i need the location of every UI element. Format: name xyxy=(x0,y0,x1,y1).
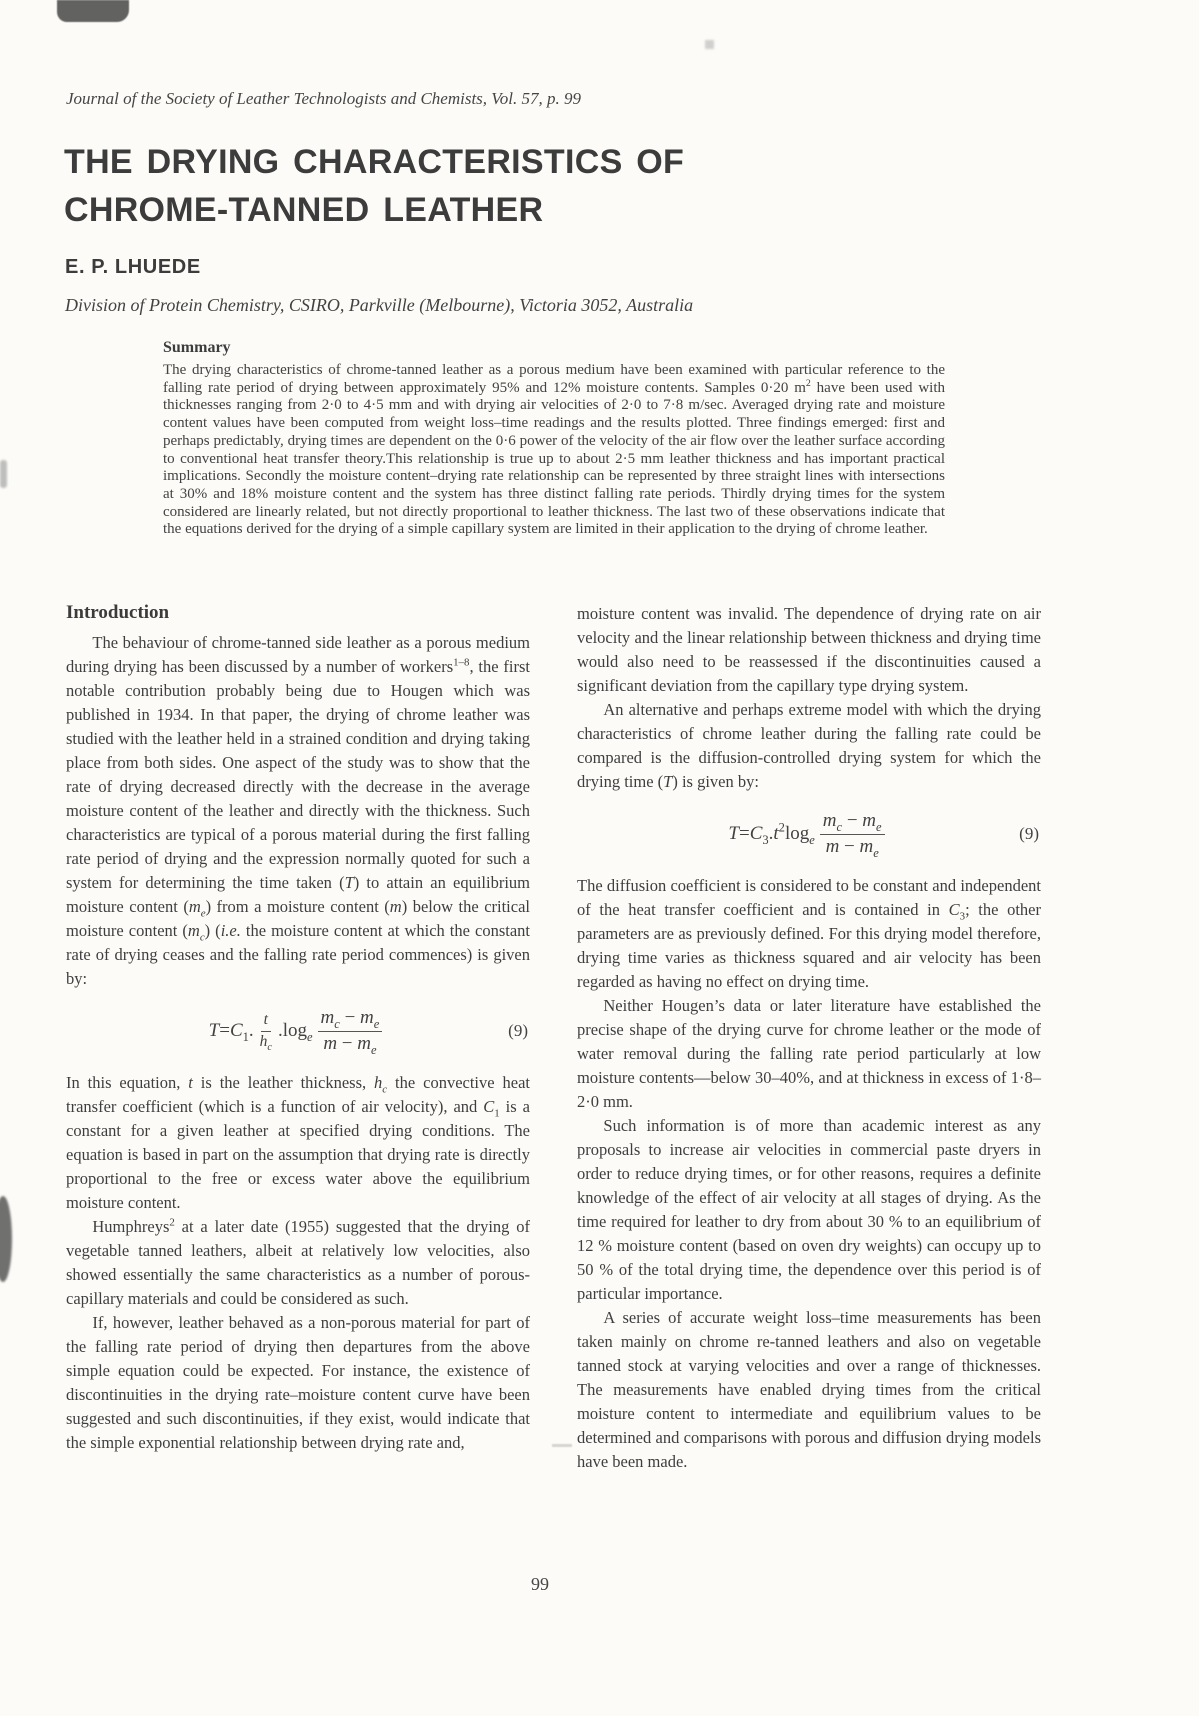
paragraph: Such information is of more than academic interest as any proposals to increase air velocities in commercial paste dryers in order to reduce drying times, or for other reasons, requires a definite knowledge of the effect of air velocity at all stages of drying. As the time required for leather to dry from about 30 % to an equilibrium of 12 % moisture content (based on oven dry weights) can occupy up to 50 % of the total drying time, the dependence over this period is of particular importance. xyxy=(577,1116,1041,1303)
scan-artifact xyxy=(0,460,7,488)
equation-1-log-term: $.\log_e$ xyxy=(277,1020,313,1044)
paper-title-line2: CHROME-TANNED LEATHER xyxy=(64,191,544,229)
paper-title-line1: THE DRYING CHARACTERISTICS OF xyxy=(64,143,685,181)
fraction-denominator: $m - m_e$ xyxy=(825,835,879,860)
equation-1-fraction-t-over-hc xyxy=(257,1011,275,1051)
fraction-numerator: t xyxy=(261,1011,271,1031)
scan-artifact xyxy=(0,1196,12,1282)
left-column xyxy=(66,602,530,1474)
author-name: E. P. LHUEDE xyxy=(65,256,201,278)
section-heading-introduction: Introduction xyxy=(66,602,170,623)
summary-block xyxy=(163,339,945,539)
page-number: 99 xyxy=(531,1574,549,1594)
fraction-numerator: $m_c - m_e$ xyxy=(820,810,885,834)
equation-2-moisture-fraction xyxy=(820,810,885,858)
paragraph: Neither Hougen’s data or later literature have established the precise shape of the drying curve for chrome leather or the mode of water removal during the falling rate period particularly at low moisture contents—below 30–40%, and at thickness in excess of 1·8–2·0 mm. xyxy=(577,996,1041,1111)
paragraph: If, however, leather behaved as a non-porous material for part of the falling rate period of drying then departures from the above simple equation could be expected. For instance, the existence of discontinuities in the drying rate–moisture content curve have been suggested and such discontinuities, if they exist, would indicate that the simple exponential relationship between drying rate and, xyxy=(66,1313,530,1452)
paragraph: Humphreys$^2$ at a later date (1955) suggested that the drying of vegetable tanned leathers, albeit at relatively low velocities, also showed essentially the same characteristics as a number of porous-capillary materials and could be considered as such. xyxy=(66,1216,530,1308)
equation-1-lhs: $T=C_1$. xyxy=(208,1020,254,1044)
scan-artifact xyxy=(57,0,129,22)
paragraph: The behaviour of chrome-tanned side leather as a porous medium during drying has been discussed by a number of workers$^{1-8}$, the first notable contribution probably being due to Hougen which was published in 1934. In that paper, the drying of chrome leather was studied with the leather held in a strained condition and drying taking place from both sides. One aspect of the study was to show that the rate of drying decreased directly with the decrease in the average moisture content of the leather and directly with the thickness. Such characteristics are typical of a porous material during the first falling rate period of drying and the expression normally quoted for such a system for determining the time taken (T) to attain an equilibrium moisture content $(m_e)$ from a moisture content (m) below the critical moisture content $(m_c)$ (i.e. the moisture content at which the constant rate of drying ceases and the falling rate period commences) is given by: xyxy=(66,633,530,988)
fraction-denominator: $m - m_e$ xyxy=(323,1032,377,1057)
summary-text: The drying characteristics of chrome-tanned leather as a porous medium have been examined with particular reference to the falling rate period of drying between approximately 95% and 12% moisture contents. Samples 0·20 $m^2$ have been used with thicknesses ranging from 2·0 to 4·5 mm and with drying air velocities of 2·0 to 7·8 m/sec. Averaged drying rate and moisture content values have been computed from weight loss–time readings and the results plotted. Three findings emerged: first and perhaps predictably, drying times are dependent on the 0·6 power of the velocity of the air flow over the leather surface according to conventional heat transfer theory.This relationship is true up to about 2·5 mm leather thickness and has important practical implications. Secondly the moisture content–drying rate relationship can be represented by three straight lines with intersections at 30% and 18% moisture content and the system has three distinct falling rate periods. Thirdly drying times for the system considered are linearly related, but not directly proportional to leather thickness. The last two of these observations indicate that the equations derived for the drying of a simple capillary system are limited in their application to the drying of chrome leather. xyxy=(163,362,946,538)
paragraph: The diffusion coefficient is considered to be constant and independent of the heat transfer coefficient and is contained in $C_3$; the other parameters are as previously defined. For this drying model therefore, drying time varies as thickness squared and air velocity has been regarded as having no effect on drying time. xyxy=(577,876,1041,991)
equation-number: (9) xyxy=(1019,824,1039,843)
journal-citation-line: Journal of the Society of Leather Technologists and Chemists, Vol. 57, p. 99 xyxy=(66,89,582,108)
paragraph: A series of accurate weight loss–time measurements has been taken mainly on chrome re-tanned leathers and also on vegetable tanned stock at varying velocities and over a range of thicknesses. The measurements have enabled drying times from the critical moisture content to intermediate and equilibrium values to be determined and comparisons with porous and diffusion drying models have been made. xyxy=(577,1308,1041,1471)
equation-2-lhs: $T=C_3.t^2\log_e$ xyxy=(728,820,815,847)
equation-1 xyxy=(66,1004,530,1058)
right-column xyxy=(577,602,1041,1474)
paragraph: moisture content was invalid. The dependence of drying rate on air velocity and the linear relationship between thickness and drying time would also need to be reassessed if the discontinuities caused a significant deviation from the capillary type drying system. xyxy=(577,604,1041,695)
scan-artifact xyxy=(705,40,714,49)
summary-heading: Summary xyxy=(163,339,231,356)
fraction-numerator: $m_c - m_e$ xyxy=(318,1007,383,1031)
equation-1-moisture-fraction xyxy=(318,1007,383,1055)
paragraph: In this equation, t is the leather thickness, $h_c$ the convective heat transfer coefficient (which is a function of air velocity), and $C_1$ is a constant for a given leather at specified drying conditions. The equation is based in part on the assumption that drying rate is directly proportional to the free or excess water above the equilibrium moisture content. xyxy=(66,1073,530,1212)
equation-2 xyxy=(577,807,1041,861)
author-affiliation: Division of Protein Chemistry, CSIRO, Parkville (Melbourne), Victoria 3052, Australia xyxy=(65,295,694,315)
fraction-denominator: $h_c$ xyxy=(259,1032,272,1053)
equation-number: (9) xyxy=(508,1021,528,1040)
body-columns xyxy=(66,602,1041,1474)
paper-title xyxy=(64,138,964,234)
paragraph: An alternative and perhaps extreme model with which the drying characteristics of chrome leather during the falling rate could be compared is the diffusion-controlled drying system for which the drying time (T) is given by: xyxy=(577,700,1041,791)
